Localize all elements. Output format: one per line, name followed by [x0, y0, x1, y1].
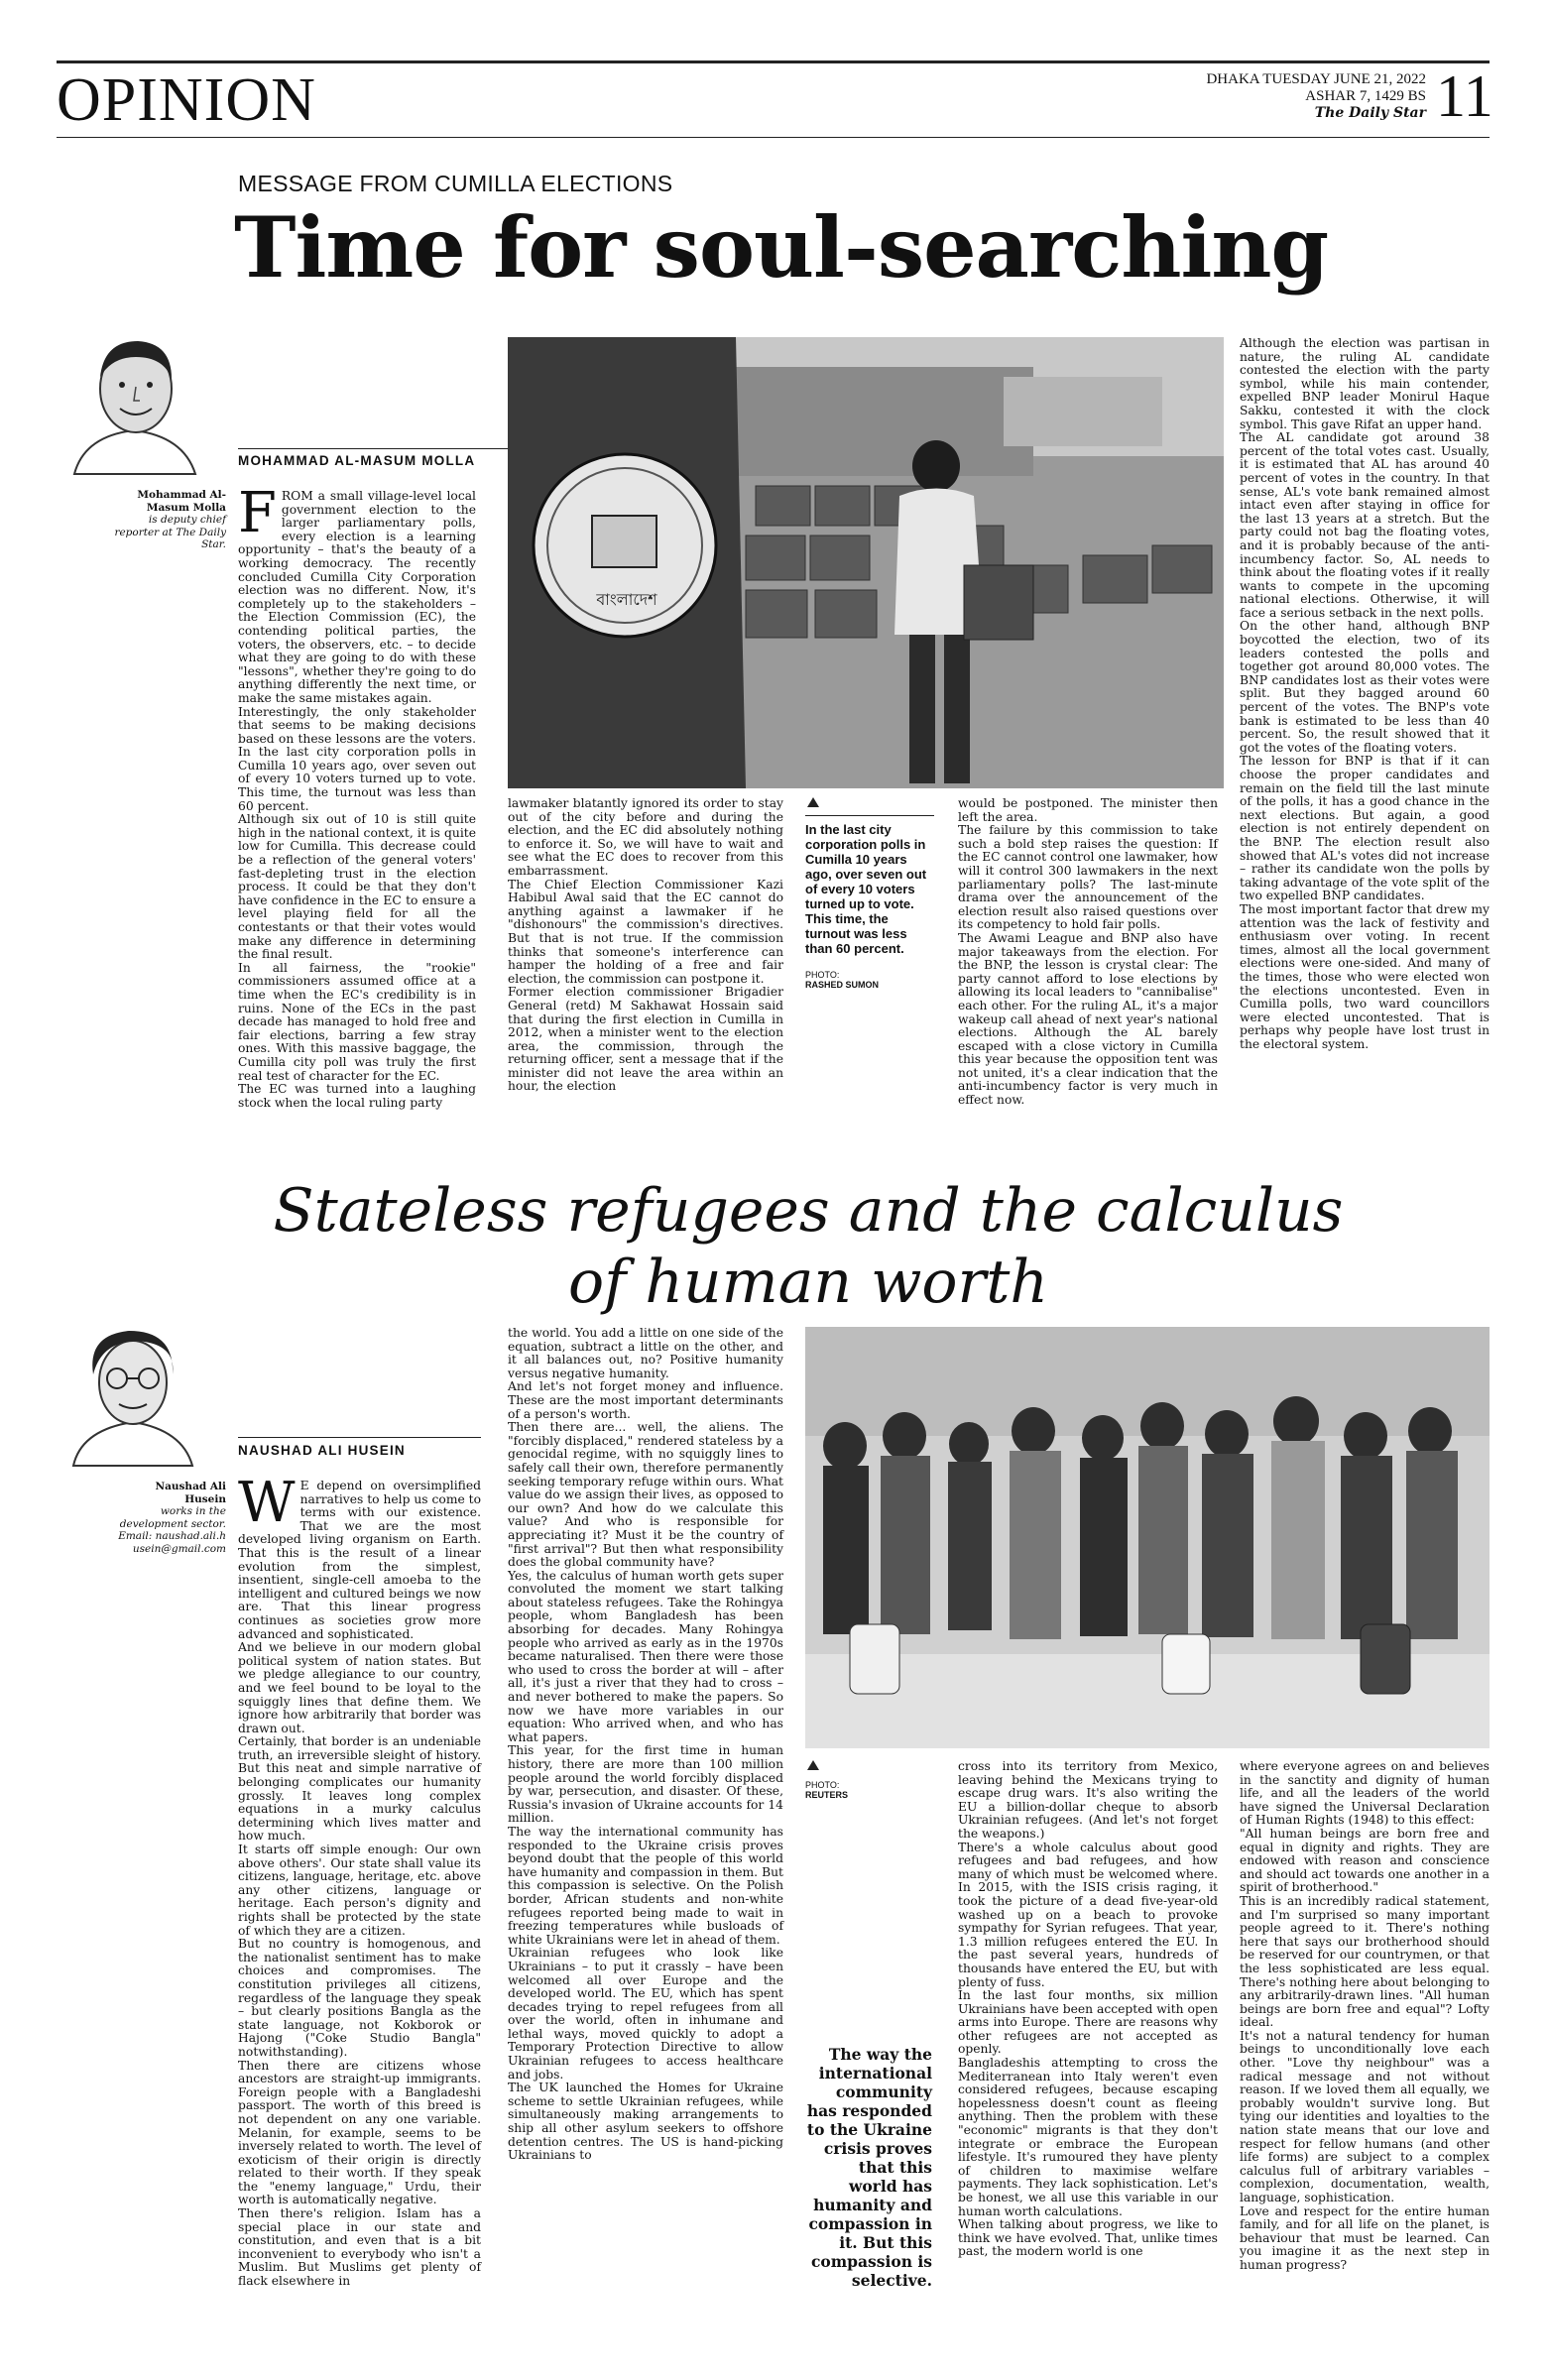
photo-label: PHOTO:: [805, 970, 840, 980]
pull-quote: The way the international community has responded to the Ukraine crisis proves that this world has humanity and compassion in it. But this compassion is selective.: [806, 2045, 932, 2290]
article1-col2-text: lawmaker blatantly ignored its order to stay out of the city before and during the election, and the EC did absolutely nothing to enforce it. So, we will have to wait and see what the EC does to recover from this embarrassment. The Chief Election Commissioner Kazi Habibul Awal said that the EC cannot do anything against a lawmaker if he "dishonours" the commission's directives. But that is not true. If the commission thinks that someone's interference can hamper the holding of a free and fair election, the commission can postpone it. Former election commissioner Brigadier General (retd) M Sakhawat Hossain said that during the first election in Cumilla in 2012, when a minister went to the election area, the commission, through the returning officer, sent a message that if the minister did not leave the area within an hour, the election: [508, 796, 783, 1094]
caption-text: In the last city corporation polls in Cumilla 10 years ago, over seven out of every 10 voters turned up to vote. This time, the turnout was less than 60 percent.: [805, 815, 934, 956]
masthead-rule: [57, 137, 1490, 138]
article1-column-1: [238, 481, 476, 1110]
author-name: Mohammad Al-Masum Molla: [137, 489, 226, 514]
dateline: [1111, 71, 1426, 122]
article2-byline: NAUSHAD ALI HUSEIN: [238, 1443, 406, 1458]
article1-kicker: MESSAGE FROM CUMILLA ELECTIONS: [238, 171, 673, 196]
article2-column-2: [508, 1327, 783, 2163]
article1-author-bio: [114, 489, 226, 551]
article1-headline: Time for soul-searching: [234, 198, 1329, 297]
article1-column-4: [1240, 337, 1490, 1051]
photo2-label: PHOTO:: [805, 1780, 840, 1790]
article2-column-4: [1240, 1760, 1490, 2273]
refugees-photo: [805, 1327, 1490, 1748]
top-rule: [57, 60, 1490, 63]
author2-role: works in the development sector.: [119, 1505, 226, 1530]
article1-col3-text: would be postponed. The minister then left the area. The failure by this commission to take such a bold step raises the question: If the EC cannot control one lawmaker, how will it control 300 lawmakers in the next parliamentary polls? The last-minute drama over the announcement of the election result also raised questions over its competency to hold fair polls. The Awami League and BNP also have major takeaways from the election. For the BNP, the lesson is crystal clear: The party cannot afford to lose elections by allowing its local leaders to "cannibalise" each other. For the ruling AL, it's a major wakeup call ahead of next year's national elections. Although the AL barely escaped with a close victory in Cumilla this year because the opposition tent was not united, it's a clear indication that the anti-incumbency factor is very much in effect now.: [958, 796, 1218, 1108]
page-number: 11: [1436, 63, 1493, 129]
author-portrait-1: [55, 327, 213, 476]
article2-col4-text: where everyone agrees on and believes in the sanctity and dignity of human life, and all the leaders of the world have signed the Universal Declaration of Human Rights (1948) to this effect: "All human beings are born free and equal in dignity and rights. They are endowed with reason and conscience and should act towards one another in a spirit of brotherhood." This is an incredibly radical statement, and I'm surprised so many important people agreed to it. There's nothing here that says our brotherhood should be reserved for our countrymen, or that the less sophisticated are less equal. There's nothing here about belonging to any arbitrarily-drawn lines. "All human beings are born free and equal"? Lofty ideal. It's not a natural tendency for human beings to unconditionally love each other. "Love thy neighbour" was a radical message and not without reason. If we loved them all equally, we probably wouldn't survive long. But tying our identities and loyalties to the nation state means that our love and respect for fellow humans (and other life forms) are subject to a complex calculus full of arbitrary variables – complexion, documentation, wealth, language, sophistication. Love and respect for the entire human family, and for all life on the planet, is behaviour that must be learned. Can you imagine it as the next step in human progress?: [1240, 1759, 1490, 2272]
author2-name: Naushad Ali Husein: [155, 1481, 226, 1505]
article2-author-bio: [114, 1481, 226, 1555]
election-photo: [508, 337, 1224, 788]
article1-col4-text: Although the election was partisan in nature, the ruling AL candidate contested the election with the party symbol, while his main contender, expelled BNP leader Monirul Haque Sakku, contested it with the clock symbol. This gave Rifat an upper hand. The AL candidate got around 38 percent of the total votes cast. Usually, it is estimated that AL has around 40 percent of votes in the country. In that sense, AL's vote bank remained almost intact even after staying in office for the last 13 years at a stretch. But the party could not bag the floating votes, and it is probably because of the anti-incumbency factor. So, AL needs to think about the floating votes if it really wants to compete in the upcoming national elections. Otherwise, it will face a serious setback in the next polls. On the other hand, although BNP boycotted the election, two of its leaders contested the polls and together got around 80,000 votes. The BNP candidates lost as their votes were split. But they bagged around 60 percent of the votes. The BNP's vote bank is estimated to be less than 40 percent. So, the result showed that it got the votes of the floating voters. The lesson for BNP is that if it can choose the proper candidates and remain on the field till the last minute of the polls, it has a good chance in the next elections. But again, a good election is not entirely dependent on the BNP. The election result also showed that AL's votes did not increase – rather its candidate won the polls by taking advantage of the vote split of the two expelled BNP candidates. The most important factor that drew my attention was the lack of festivity and enthusiasm over voting. In recent times, almost all the local government elections were one-sided. And many of the times, those who were elected won the elections uncontested. Even in Cumilla polls, two ward councillors were elected uncontested. That is perhaps why people have lost trust in the electoral system.: [1240, 336, 1490, 1051]
paper-name: The Daily Star: [1314, 105, 1426, 121]
article2-col2-text: the world. You add a little on one side of the equation, subtract a little on the other, and it all balances out, no? Positive humanity versus negative humanity. And let's not forget money and influence. These are the most important determinants of a person's worth. Then there are... well, the aliens. The "forcibly displaced," rendered stateless by a genocidal regime, with no squiggly lines to safely call their own, therefore permanently seeking temporary refuge within ours. What value do we assign their lives, as opposed to our own? And how do we calculate this value? And who is responsible for appreciating it? Must it be the country of "first arrival"? But then what responsibility does the global community have? Yes, the calculus of human worth gets super convoluted the moment we start talking about stateless refugees. Take the Rohingya people, whom Bangladesh has been absorbing for decades. Many Rohingya people who arrived as early as in the 1970s became naturalised. Then there were those who used to cross the border at will – after all, it's just a river that they had to cross – and never bothered to make the papers. So now we have more variables in our equation: Who arrived when, and who has what papers. This year, for the first time in human history, there are more than 100 million people around the world forcibly displaced by war, persecution, and disaster. Of these, Russia's invasion of Ukraine accounts for 14 million. The way the international community has responded to the Ukraine crisis proves beyond doubt that the people of this world have humanity and compassion in them. But this compassion is selective. On the Polish border, African students and non-white refugees reported being made to wait in freezing temperatures while busloads of white Ukrainians were let in ahead of them. Ukrainian refugees who look like Ukrainians – to put it crassly – have been welcomed all over Europe and the developed world. The EU, which has spent decades trying to repel refugees from all over the world, often in inhumane and lethal ways, moved quickly to adopt a Temporary Protection Directive to allow Ukrainian refugees to access healthcare and jobs. The UK launched the Homes for Ukraine scheme to settle Ukrainian refugees, while simultaneously making arrangements to ship all other asylum seekers to offshore detention centres. The US is hand-picking Ukrainians to: [508, 1326, 783, 2163]
date-text: DHAKA TUESDAY JUNE 21, 2022: [1206, 71, 1426, 87]
credit-triangle-icon: [807, 1760, 819, 1770]
photo2-credit: REUTERS: [805, 1790, 849, 1800]
article1-column-3: [958, 797, 1218, 1108]
section-title: OPINION: [57, 66, 316, 134]
article2-dropcap: W: [238, 1471, 296, 1535]
author2-email: Email: naushad.ali.husein@gmail.com: [118, 1530, 226, 1555]
article2-headline: Stateless refugees and the calculus of human worth: [273, 1176, 1344, 1317]
author-role: is deputy chief reporter at The Daily Star.: [114, 514, 226, 550]
article1-column-2: [508, 797, 783, 1094]
photo-credit-2: [805, 1760, 885, 1800]
article1-col1-text: ROM a small village-level local government election to the larger parliamentary polls, every election is a learning opportunity – that's the beauty of a working democracy. The recently concluded Cumilla City Corporation election was no different. Now, it's completely up to the stakeholders – the Election Commission (EC), the contending political parties, the voters, the observers, etc. – to decide what they are going to do with these "lessons", whether they're going to do anything differently the next time, or make the same mistakes again. Interestingly, the only stakeholder that seems to be making decisions based on these lessons are the voters. In the last city corporation polls in Cumilla 10 years ago, over seven out of every 10 voters turned up to vote. This time, the turnout was less than 60 percent. Although six out of 10 is still quite high in the national context, it is quite low for Cumilla. This decrease could be a reflection of the general voters' fast-depleting trust in the election process. It could be that they don't have confidence in the EC to ensure a level playing field for all the contestants or that their votes would make any difference in determining the final result. In all fairness, the "rookie" commissioners assumed office at a time when the EC's credibility is in ruins. None of the ECs in the past decade has managed to hold free and fair elections, barring a few stray ones. With this massive baggage, the Cumilla city poll was truly the first real test of character for the EC. The EC was turned into a laughing stock when the local ruling party: [238, 489, 476, 1110]
logo-text: বাংলাদেশ: [596, 590, 657, 609]
photo-credit: RASHED SUMON: [805, 980, 880, 990]
caption-triangle-icon: [807, 797, 819, 807]
byline-rule-2: [238, 1437, 481, 1438]
article2-column-3: [958, 1760, 1218, 2259]
article2-column-1: [238, 1471, 482, 2289]
article2-col1-text: E depend on oversimplified narratives to help us come to terms with our existence. That we are the most developed living organism on Earth. That this is the result of a linear evolution from the simplest, insentient, single-cell amoeba to the intelligent and cultured beings we now are. That this linear progress continues as societies grow more advanced and sophisticated. And we believe in our modern global political system of nation states. But we pledge allegiance to our country, and we feel bound to be loyal to the squiggly lines that define them. We ignore how arbitrarily that border was drawn out. Certainly, that border is an undeniable truth, an irreversible sleight of history. But this neat and simple narrative of belonging complicates our humanity grossly. It leaves long complex equations in a murky calculus determining which lives matter and how much. It starts off simple enough: Our own above others'. Our state shall value its citizens, language, heritage, etc. above any other citizens, language or heritage. Each person's dignity and rights shall be protected by the state of which they are a citizen. But no country is homogenous, and the nationalist sentiment has to make choices and compromises. The constitution privileges all citizens, regardless of the language they speak – but clearly positions Bangla as the state language, not Kokborok or Hajong ("Coke Studio Bangla" notwithstanding). Then there are citizens whose ancestors are straight-up immigrants. Foreign people with a Bangladeshi passport. The worth of this breed is not dependent on any one variable. Melanin, for example, seems to be inversely related to worth. The level of exoticism of their origin is directly related to their worth. If they speak the "enemy language," Urdu, their worth is automatically negative. Then there's religion. Islam has a special place in our state and constitution, and even that is a bit inconvenient to everybody who isn't a Muslim. But Muslims get plenty of flack elsewhere in: [238, 1479, 482, 2289]
photo-caption-1: [805, 797, 934, 990]
author-portrait-2: [58, 1319, 206, 1468]
article1-dropcap: F: [238, 481, 277, 545]
article1-byline: MOHAMMAD AL-MASUM MOLLA: [238, 453, 476, 468]
bangla-date-text: ASHAR 7, 1429 BS: [1305, 88, 1426, 104]
article2-col3-text: cross into its territory from Mexico, leaving behind the Mexicans trying to escape drug wars. It's also writing the EU a billion-dollar cheque to absorb Ukrainian refugees. (And let's not forget the weapons.) There's a whole calculus about good refugees and bad refugees, and how many of which must be welcomed where. In 2015, with the ISIS crisis raging, it took the picture of a dead five-year-old washed up on a beach to provoke sympathy for Syrian refugees. That year, 1.3 million refugees entered the EU. In the past several years, hundreds of thousands have entered the EU, but with plenty of fuss. In the last four months, six million Ukrainians have been accepted with open arms into Europe. There are reasons why other refugees are not accepted as openly. Bangladeshis attempting to cross the Mediterranean into Italy weren't even considered refugees, because escaping hopelessness doesn't count as fleeing anything. Then the problem with these "economic" migrants is that they don't integrate or embrace the European lifestyle. It's rumoured they have plenty of children to maximise welfare payments. They lack sophistication. Let's be honest, we all use this variable in our human worth calculations. When talking about progress, we like to think we have evolved. That, unlike times past, the modern world is one: [958, 1759, 1218, 2259]
